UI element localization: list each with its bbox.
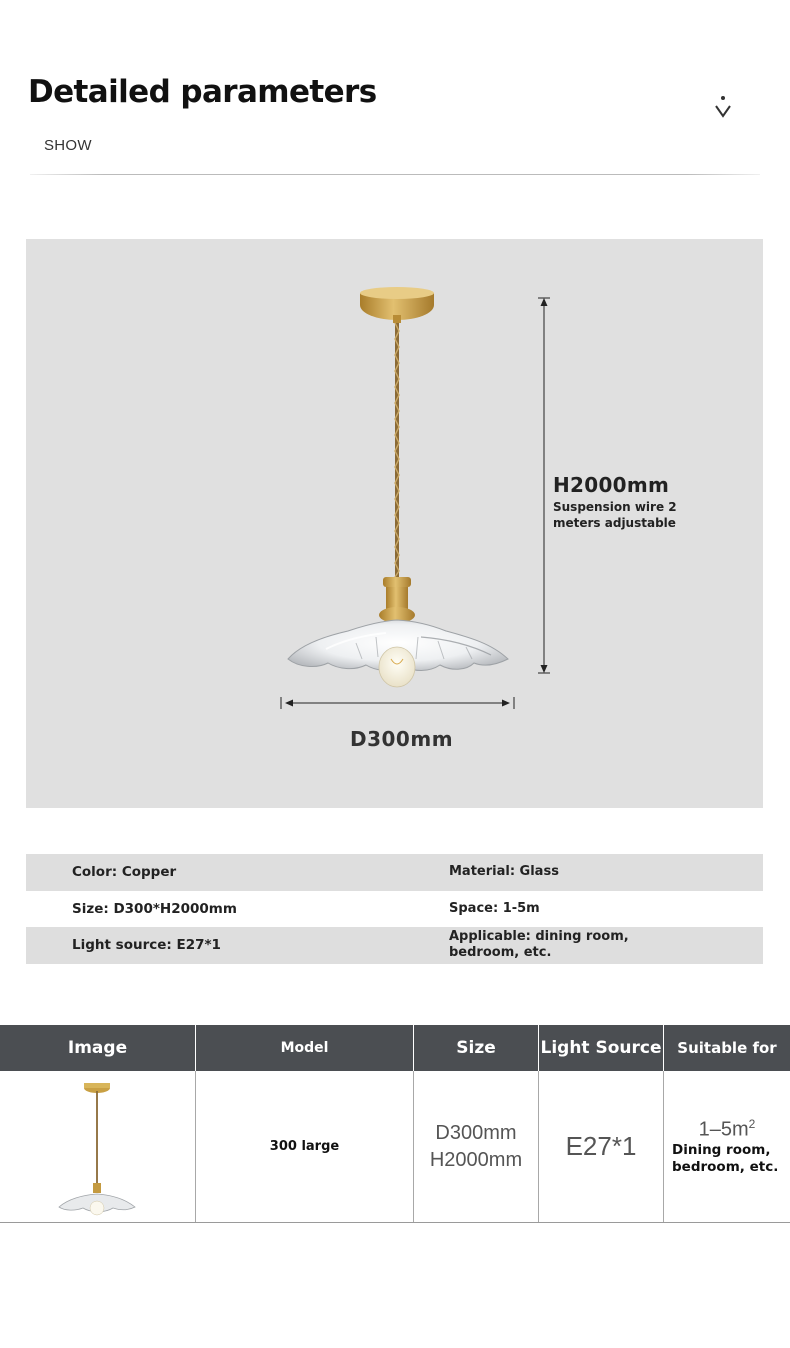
spec-light-source: Light source: E27*1 [72,937,221,954]
area-value [699,1117,756,1142]
chevron-down-icon [711,94,735,120]
header-divider-line [663,1025,664,1071]
spec-row [26,854,763,891]
header-divider-line [413,1025,414,1071]
size-cell [414,1071,538,1222]
diameter-dimension-label: D300mm [350,727,454,751]
spec-row [26,927,763,964]
spec-table [26,854,763,964]
size-height-value: H2000mm [429,1148,523,1171]
header-divider-line [538,1025,539,1071]
header-suitable-for: Suitable for [677,1039,777,1057]
model-cell [196,1071,413,1222]
spec-material: Material: Glass [449,864,559,880]
header-model: Model [280,1040,329,1056]
spec-applicable: Applicable: dining room, bedroom, etc. [449,929,629,961]
header-divider [30,174,760,175]
header-light-source: Light Source [540,1038,662,1058]
height-dimension-label: H2000mm [553,473,670,497]
suitable-rooms: Dining room, bedroom, etc. [672,1141,779,1175]
light-source-value: E27*1 [565,1131,637,1161]
page-title: Detailed parameters [28,74,377,110]
product-dimension-panel [26,239,763,808]
area-number: 1–5m [698,1118,749,1141]
comparison-header-row [0,1025,790,1071]
page-subtitle: SHOW [44,137,92,154]
light-source-cell [539,1071,663,1222]
comparison-table [0,1025,790,1223]
area-superscript: 2 [748,1117,756,1132]
product-thumbnail-cell [0,1071,195,1222]
spec-space: Space: 1-5m [449,900,540,916]
spec-color: Color: Copper [72,864,177,881]
spec-row [26,891,763,928]
suitable-for-cell [664,1071,790,1222]
spec-size: Size: D300*H2000mm [72,900,237,917]
header-size: Size [456,1038,496,1058]
header-image: Image [67,1038,128,1058]
height-dimension-note: Suspension wire 2 meters adjustable [553,500,677,530]
header-divider-line [195,1025,196,1071]
size-diameter-value: D300mm [435,1121,517,1144]
model-value: 300 large [269,1139,340,1154]
product-thumbnail [53,1077,143,1217]
